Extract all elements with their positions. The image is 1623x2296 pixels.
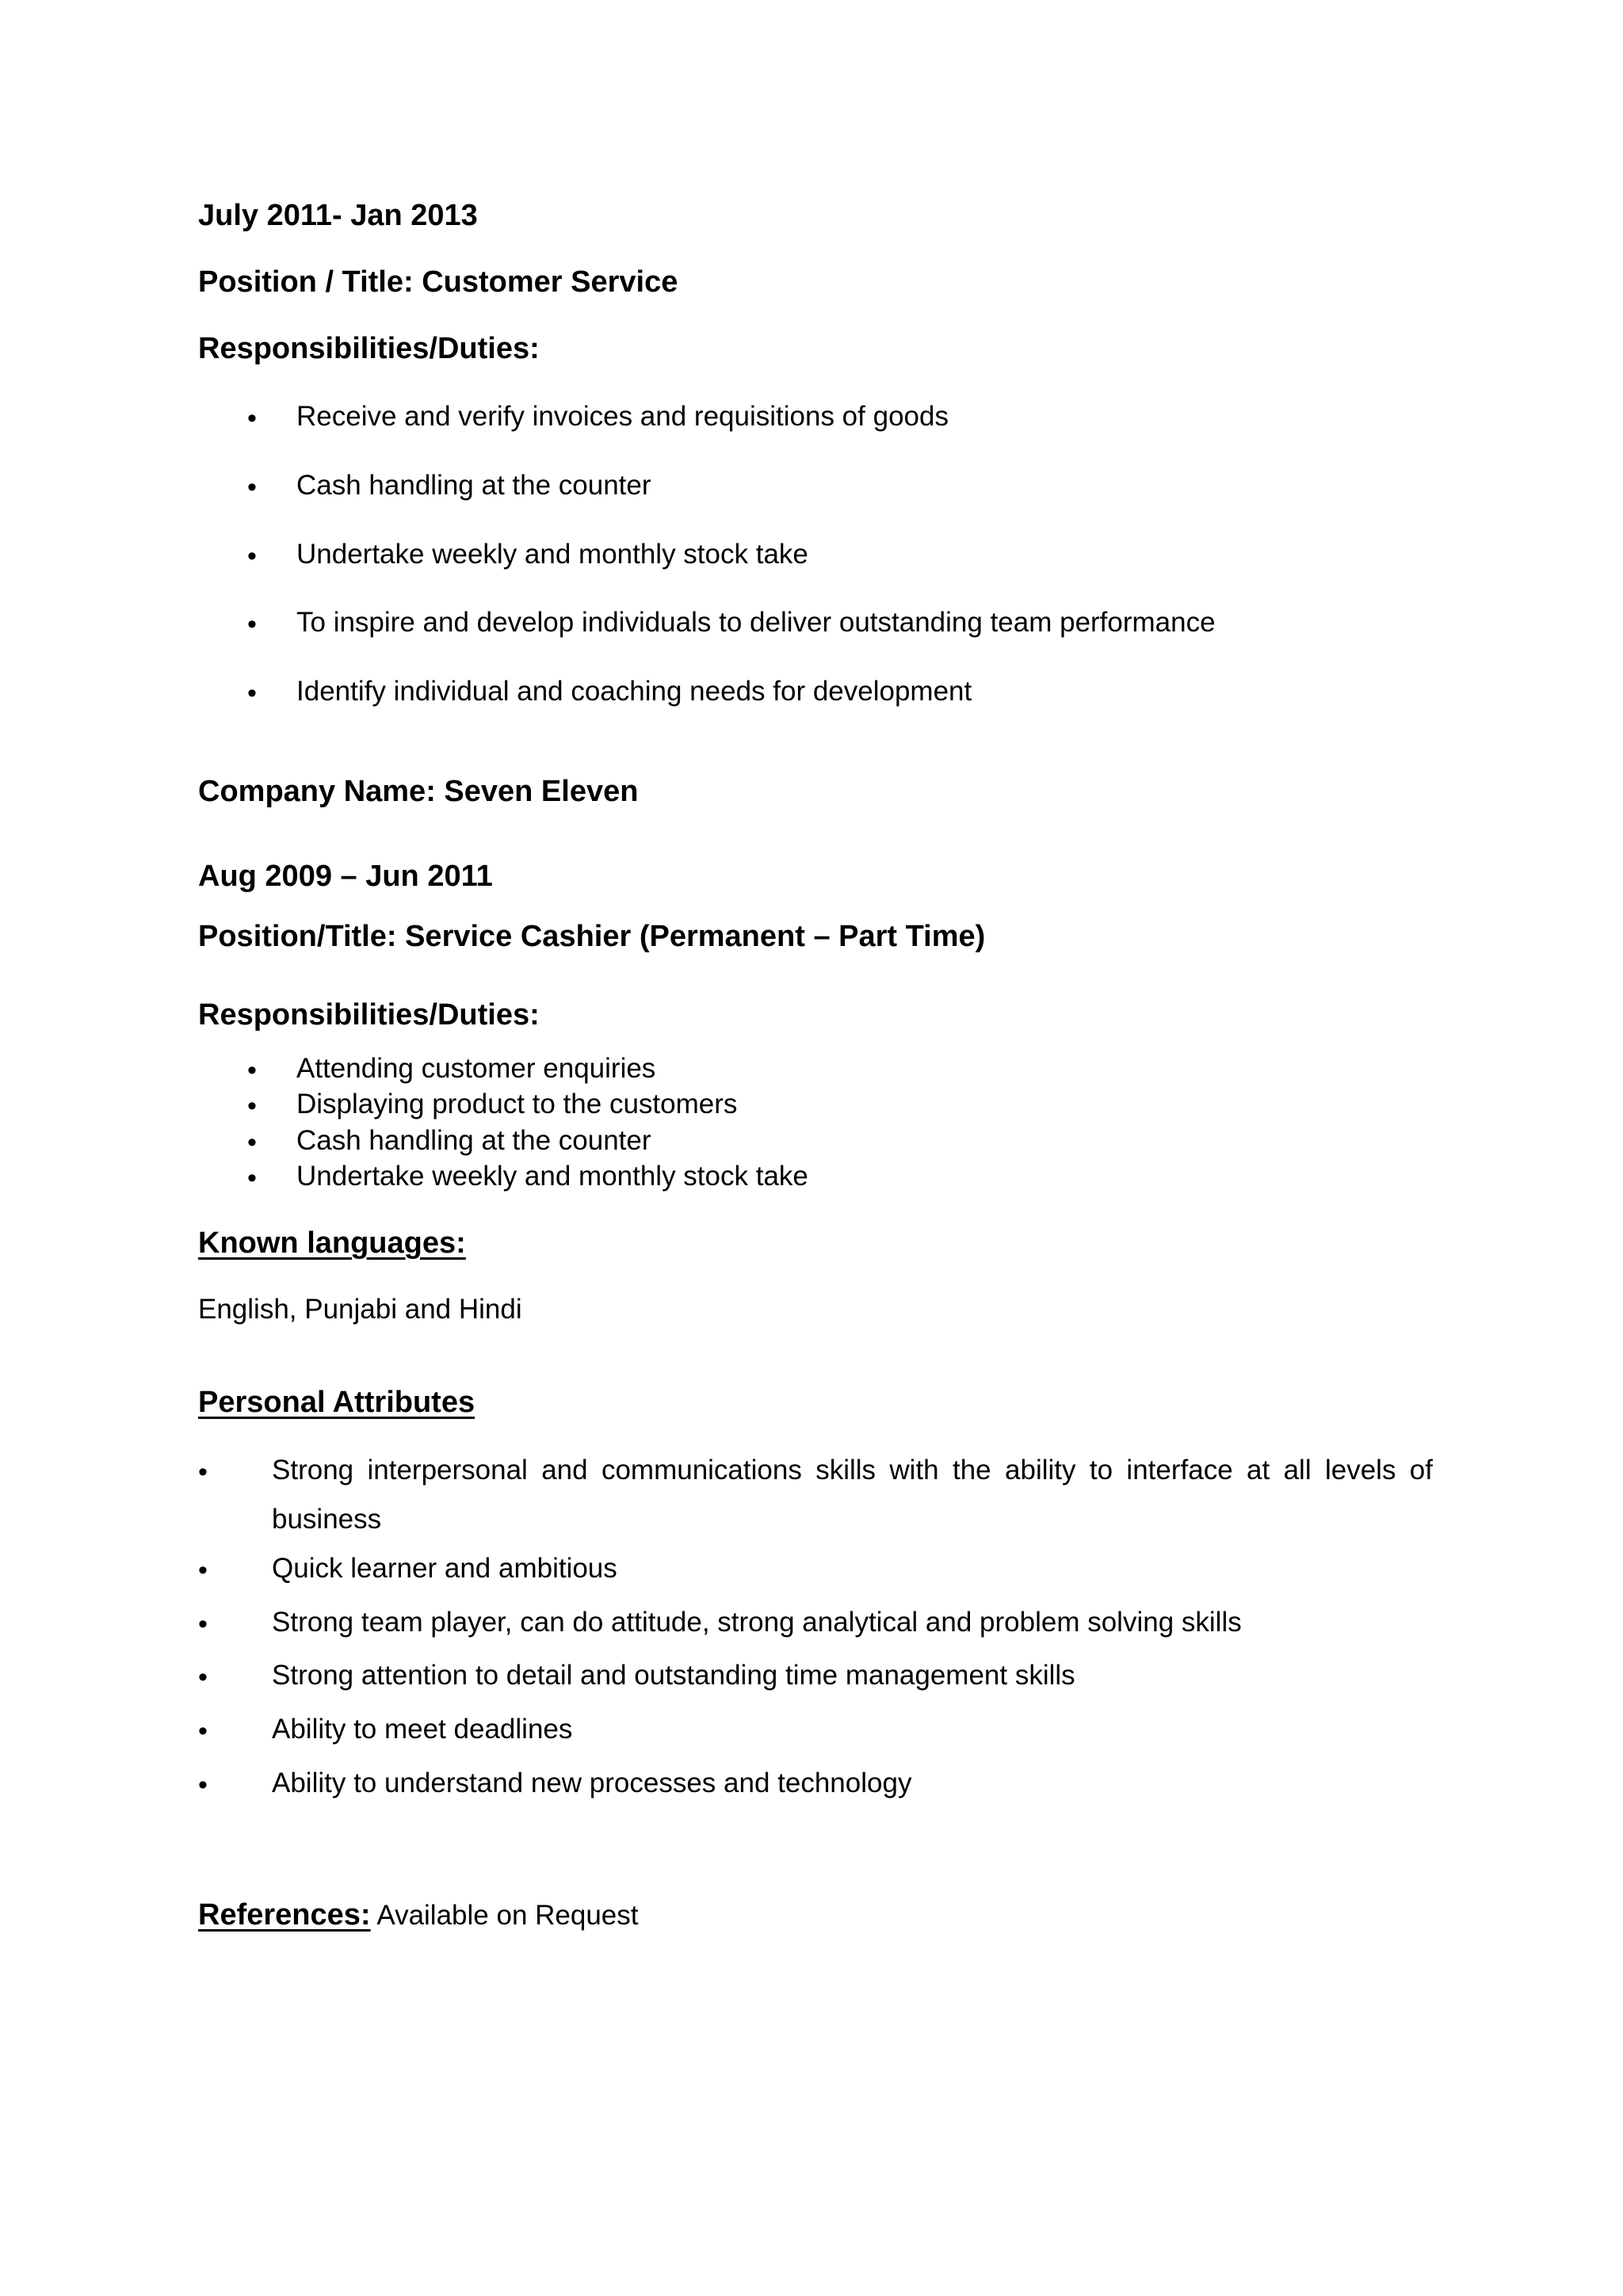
list-item: To inspire and develop individuals to deliver outstanding team performance	[296, 607, 1216, 638]
list-item: Undertake weekly and monthly stock take	[296, 1161, 808, 1192]
attributes-heading: Personal Attributes	[198, 1386, 475, 1419]
list-item: Receive and verify invoices and requisitions of goods	[296, 401, 949, 432]
languages-heading: Known languages:	[198, 1226, 466, 1260]
list-item: Quick learner and ambitious	[272, 1553, 617, 1584]
list-item: Strong team player, can do attitude, strong analytical and problem solving skills	[272, 1607, 1242, 1638]
references-label: References:	[198, 1898, 371, 1932]
job1-dates: July 2011- Jan 2013	[198, 199, 478, 232]
job2-responsibilities-heading: Responsibilities/Duties:	[198, 998, 540, 1032]
bullet-icon: •	[247, 403, 257, 433]
bullet-icon: •	[247, 609, 257, 639]
list-item: Strong interpersonal and communications skills with the ability to interface at all levels of	[272, 1455, 1433, 1486]
list-item: Attending customer enquiries	[296, 1053, 656, 1084]
job2-position: Position/Title: Service Cashier (Permanent – Part Time)	[198, 920, 986, 953]
bullet-icon: •	[247, 1163, 257, 1193]
bullet-icon: •	[198, 1609, 208, 1639]
job1-position: Position / Title: Customer Service	[198, 265, 678, 299]
references-text: Available on Request	[370, 1900, 639, 1931]
list-item: Identify individual and coaching needs for development	[296, 676, 972, 707]
bullet-icon: •	[247, 1127, 257, 1158]
list-item: Cash handling at the counter	[296, 470, 651, 501]
bullet-icon: •	[247, 1091, 257, 1121]
languages-text: English, Punjabi and Hindi	[198, 1294, 522, 1325]
bullet-icon: •	[247, 678, 257, 708]
bullet-icon: •	[198, 1770, 208, 1800]
bullet-icon: •	[198, 1457, 208, 1487]
job2-dates: Aug 2009 – Jun 2011	[198, 860, 493, 893]
job1-responsibilities-heading: Responsibilities/Duties:	[198, 332, 540, 365]
bullet-icon: •	[198, 1662, 208, 1692]
list-item: Strong attention to detail and outstanding time management skills	[272, 1660, 1075, 1691]
list-item: Cash handling at the counter	[296, 1125, 651, 1156]
list-item-continuation: business	[272, 1504, 382, 1535]
bullet-icon: •	[247, 1055, 257, 1085]
list-item: Ability to meet deadlines	[272, 1714, 573, 1745]
list-item: Undertake weekly and monthly stock take	[296, 539, 808, 570]
list-item: Displaying product to the customers	[296, 1089, 738, 1119]
bullet-icon: •	[247, 541, 257, 571]
references-line	[198, 1900, 639, 1930]
bullet-icon: •	[247, 472, 257, 502]
bullet-icon: •	[198, 1716, 208, 1746]
bullet-icon: •	[198, 1555, 208, 1585]
job2-company: Company Name: Seven Eleven	[198, 775, 639, 808]
list-item: Ability to understand new processes and technology	[272, 1768, 912, 1798]
